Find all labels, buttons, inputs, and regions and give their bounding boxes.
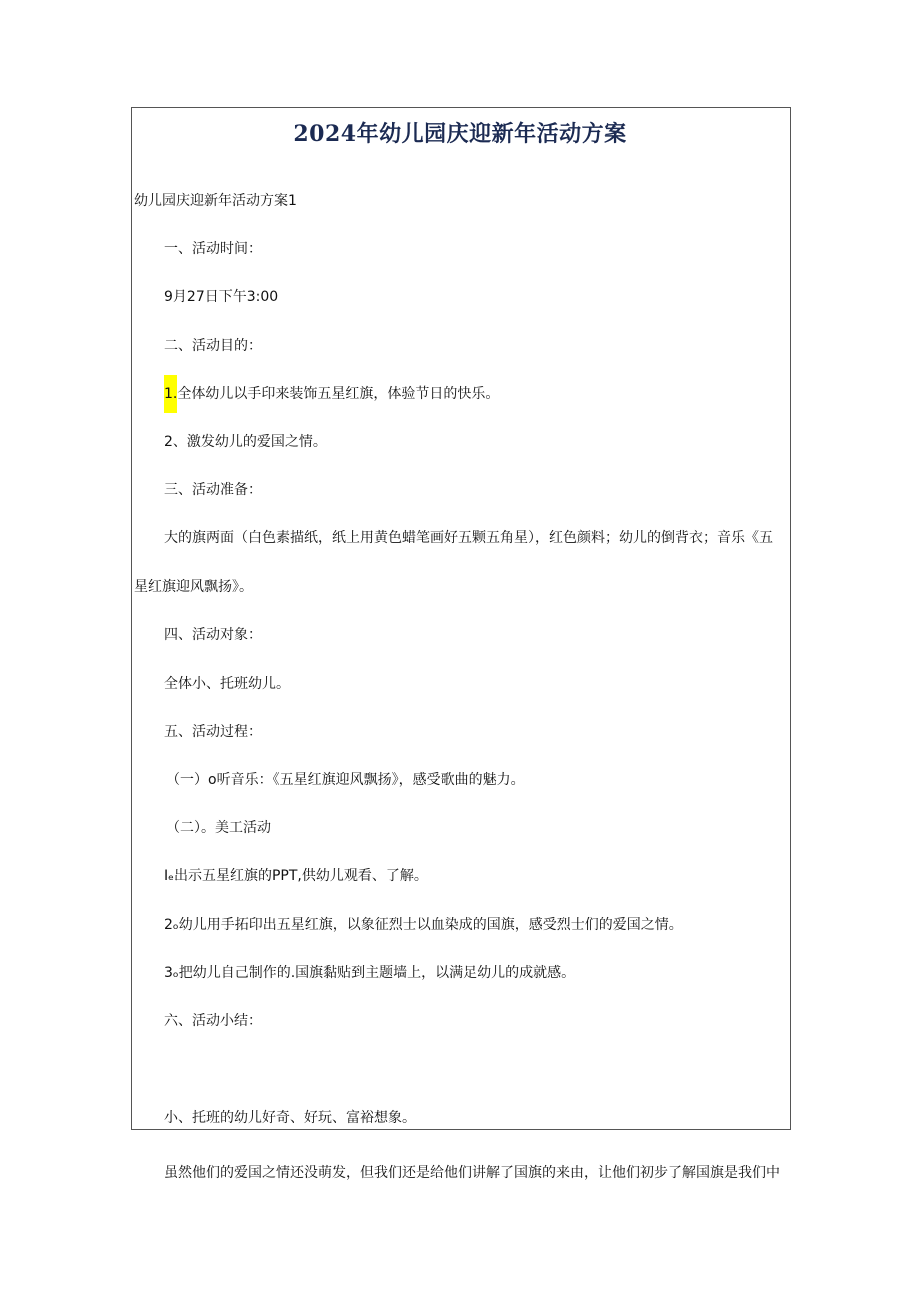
- process-step-1: （一）o听音乐：《五星红旗迎风飘扬》，感受歌曲的魅力。: [166, 772, 525, 788]
- section-prep-text-line2: 星红旗迎风飘扬》。: [134, 579, 253, 595]
- goal-item-1-text: 全体幼儿以手印来装饰五星红旗，体验节日的快乐。: [177, 386, 500, 402]
- section-time-heading: 一、活动时间：: [164, 241, 262, 257]
- document-title: 2024年幼儿园庆迎新年活动方案: [293, 121, 627, 147]
- goal-item-1: [164, 385, 499, 403]
- section-goal-heading: 二、活动目的：: [164, 338, 262, 354]
- goal-item-2: 2、激发幼儿的爱国之情。: [164, 434, 327, 450]
- process-item-1: Iₑ出示五星红旗的PPT,供幼儿观看、了解。: [164, 868, 428, 884]
- section-process-heading: 五、活动过程：: [164, 724, 262, 740]
- process-item-3: 3ₒ把幼儿自己制作的.国旗黏贴到主题墙上，以满足幼儿的成就感。: [164, 965, 576, 981]
- process-item-2: 2ₒ幼儿用手拓印出五星红旗，以象征烈士以血染成的国旗，感受烈士们的爱国之情。: [164, 917, 683, 933]
- section-prep-heading: 三、活动准备：: [164, 482, 262, 498]
- section-prep-text-line1: 大的旗两面（白色素描纸，纸上用黄色蜡笔画好五颗五角星），红色颜料；幼儿的倒背衣；音乐《五: [164, 530, 773, 546]
- section-target-heading: 四、活动对象：: [164, 627, 262, 643]
- plan-subtitle: 幼儿园庆迎新年活动方案1: [134, 193, 297, 209]
- section-time-text: 9月27日下午3:00: [164, 289, 279, 305]
- summary-continuation-text: 虽然他们的爱国之情还没萌发，但我们还是给他们讲解了国旗的来由，让他们初步了解国旗是我们中: [164, 1165, 780, 1181]
- section-target-text: 全体小、托班幼儿。: [164, 676, 290, 692]
- section-summary-heading: 六、活动小结：: [164, 1013, 262, 1029]
- section-summary-text: 小、托班的幼儿好奇、好玩、富裕想象。: [164, 1110, 416, 1126]
- highlight-marker: 1.: [164, 375, 177, 413]
- process-step-2: （二）。美工活动: [166, 820, 271, 836]
